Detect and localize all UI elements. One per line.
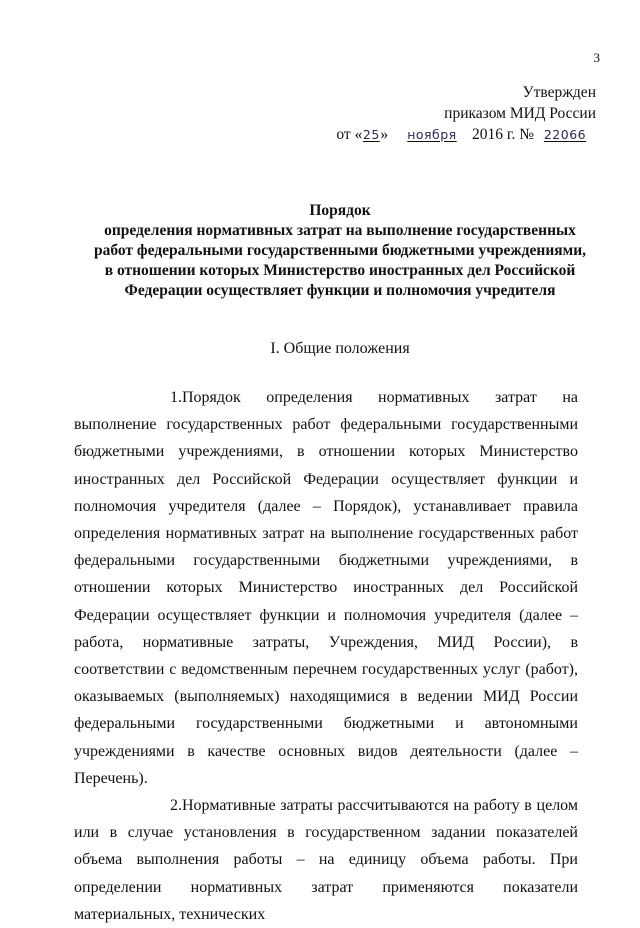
- approval-line-3: [336, 124, 596, 145]
- document-body: [74, 384, 578, 928]
- page-number: 3: [593, 50, 600, 65]
- approval-line-1: Утвержден: [522, 84, 596, 101]
- paragraph-2-number: 2.: [170, 797, 182, 815]
- section-heading: I. Общие положения: [270, 340, 410, 357]
- approval-number: 22066: [543, 127, 587, 142]
- approval-date-mid: »: [380, 126, 389, 143]
- title-line-5: Федерации осуществляет функции и полномочия учредителя: [124, 282, 556, 299]
- approval-stamp: [336, 82, 596, 145]
- paragraph-1: [74, 384, 578, 792]
- approval-month: ноября: [407, 127, 457, 142]
- paragraph-2-text: Нормативные затраты рассчитываются на работу в целом или в случае установления в государственном задании показателей объема выполнения работы – на единицу объема работы. При определении нормативных затрат применяются показатели материальных, технических: [74, 797, 578, 923]
- title-line-1: Порядок: [309, 202, 371, 219]
- paragraph-2: [74, 792, 578, 928]
- document-title: [70, 201, 610, 301]
- title-line-3: работ федеральными государственными бюджетными учреждениями,: [93, 242, 587, 259]
- title-line-4: в отношении которых Министерство иностранных дел Российской: [104, 262, 576, 279]
- paragraph-1-number: 1.: [170, 389, 182, 406]
- title-line-2: определения нормативных затрат на выполнение государственных: [104, 222, 576, 239]
- approval-day: 25: [362, 127, 380, 142]
- approval-year: 2016 г. №: [471, 126, 534, 143]
- approval-date-prefix: от «: [336, 126, 363, 143]
- approval-line-2: приказом МИД России: [444, 105, 596, 122]
- paragraph-1-text: Порядок определения нормативных затрат на выполнение государственных работ федеральными государственными бюджетными учреждениями, в отношении которых Министерство иностранных дел Российской Федерации осуществляет функции и полномочия учредителя (далее – Порядок), устанавливает правила определения нормативных затрат на выполнение государственных работ федеральными государственными бюджетными учреждениями, в отношении которых Министерство иностранных дел Российской Федерации осуществляет функции и полномочия учредителя (далее – работа, нормативные затраты, Учреждения, МИД России), в соответствии с ведомственным перечнем государственных услуг (работ), оказываемых (выполняемых) находящимися в ведении МИД России федеральными государственными бюджетными и автономными учреждениями в качестве основных видов деятельности (далее – Перечень).: [74, 389, 578, 787]
